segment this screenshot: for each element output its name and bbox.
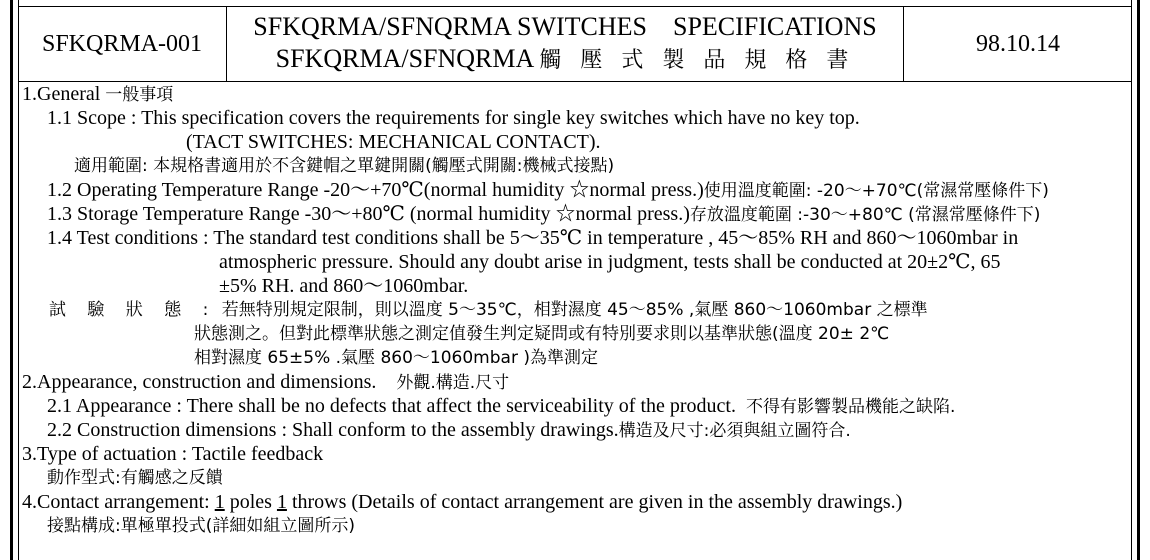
storage-temp: 1.3 Storage Temperature Range -30～+80℃ (normal humidity ☆normal press.)存放溫度範圍 :-30～+80℃ (常濕常壓條件下) bbox=[47, 203, 1041, 225]
scope-line-2: (TACT SWITCHES: MECHANICAL CONTACT). bbox=[186, 131, 601, 153]
spec-body bbox=[22, 82, 1128, 538]
scope-line-1: 1.1 Scope : This specification covers the requirements for single key switches which have no key top. bbox=[47, 107, 860, 129]
section-1-title: 1.General 一般事項 bbox=[22, 83, 174, 105]
test-conditions-zh-3: 相對濕度 65±5% .氣壓 860～1060mbar )為準測定 bbox=[194, 348, 598, 368]
title-zh-line bbox=[276, 43, 855, 77]
scope-zh: 適用範圍: 本規格書適用於不含鍵帽之單鍵開關(觸壓式開關:機械式接點) bbox=[74, 156, 615, 176]
section-4-title: 4.Contact arrangement: 1 poles 1 throws (Details of contact arrangement are given in the assembly drawings.) bbox=[22, 491, 903, 513]
poles-number: 1 bbox=[214, 491, 225, 513]
construction-dimensions: 2.2 Construction dimensions : Shall conform to the assembly drawings.構造及尺寸:必須與組立圖符合. bbox=[47, 419, 851, 441]
operating-temp: 1.2 Operating Temperature Range -20～+70℃(normal humidity ☆normal press.)使用溫度範圍: -20～+70℃(常濕常壓條件下) bbox=[47, 179, 1049, 201]
title-zh: 觸 壓 式 製 品 規 格 書 bbox=[539, 48, 855, 73]
throws-number: 1 bbox=[276, 491, 287, 513]
test-conditions-zh-2: 狀態測之。但對此標準狀態之測定值發生判定疑問或有特別要求則以基準狀態(溫度 20± 2℃ bbox=[194, 324, 890, 344]
test-conditions-zh-1: 試 驗 狀 態 : 若無特別規定限制，則以溫度 5～35℃，相對濕度 45～85% ,氣壓 860～1060mbar 之標準 bbox=[49, 300, 928, 320]
contact-arrangement-zh: 接點構成:單極單投式(詳細如組立圖所示) bbox=[47, 516, 355, 536]
section-3-title: 3.Type of actuation : Tactile feedback bbox=[22, 443, 324, 465]
spec-header bbox=[18, 6, 1132, 82]
test-conditions-line-2: atmospheric pressure. Should any doubt arise in judgment, tests shall be conducted at 20±2℃, 65 bbox=[219, 251, 1001, 273]
section-2-title: 2.Appearance, construction and dimensions. 外觀.構造.尺寸 bbox=[22, 371, 510, 393]
doc-number: SFKQRMA-001 bbox=[18, 7, 227, 81]
actuation-zh: 動作型式:有觸感之反饋 bbox=[47, 468, 223, 488]
title-en: SFKQRMA/SFNQRMA SWITCHES SPECIFICATIONS bbox=[253, 12, 877, 41]
doc-date: 98.10.14 bbox=[976, 30, 1060, 57]
appearance: 2.1 Appearance : There shall be no defects that affect the serviceability of the product. 不得有影響製品機能之缺陷. bbox=[47, 395, 956, 417]
title-zh-prefix: SFKQRMA/SFNQRMA bbox=[275, 44, 533, 73]
test-conditions-line-1: 1.4 Test conditions : The standard test conditions shall be 5～35℃ in temperature , 45～85% RH and 860～1060mbar in bbox=[47, 227, 1019, 249]
doc-title bbox=[227, 7, 904, 81]
test-conditions-line-3: ±5% RH. and 860～1060mbar. bbox=[219, 275, 469, 297]
